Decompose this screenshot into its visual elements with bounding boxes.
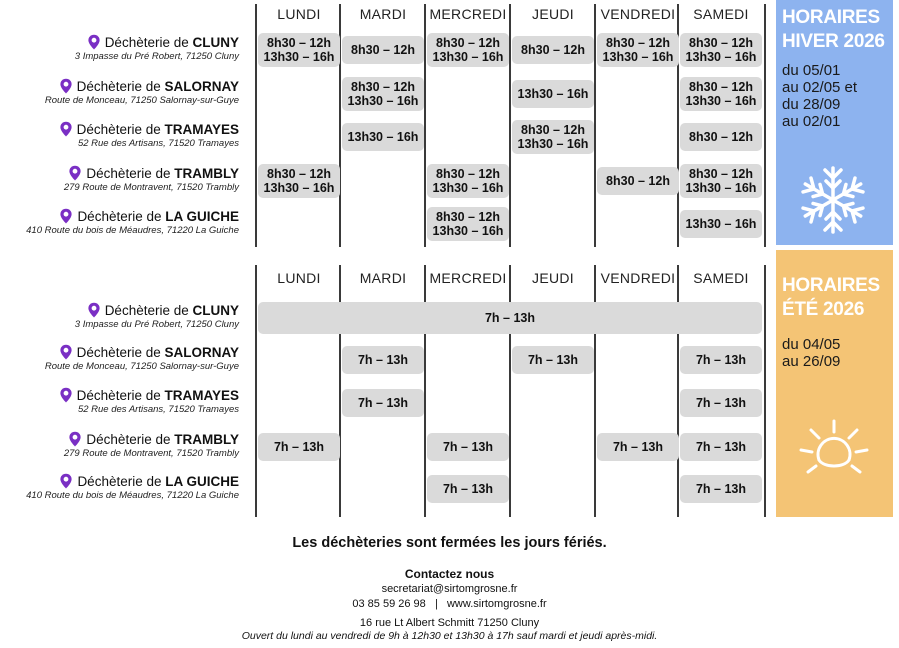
summer-hours-cell — [342, 389, 424, 417]
location-address: 279 Route de Montravent, 71520 Trambly — [63, 448, 239, 459]
winter-hours-cell — [342, 123, 424, 151]
summer-location-salornay — [45, 344, 239, 372]
hours-range: 7h – 13h — [357, 353, 409, 367]
summer-header-lundi: LUNDI — [277, 270, 321, 286]
closed-notice: Les déchèteries sont fermées les jours fériés. — [292, 535, 607, 551]
grid-line — [255, 4, 257, 247]
hours-range: 8h30 – 12h — [351, 43, 415, 57]
hours-range: 8h30 – 12h — [351, 80, 415, 94]
contact-phone[interactable]: 03 85 59 26 98 — [352, 598, 426, 610]
winter-header-mardi: MARDI — [359, 6, 407, 22]
winter-header-vendredi: VENDREDI — [600, 6, 676, 22]
summer-hours-cell — [680, 346, 762, 374]
winter-hours-cell — [680, 77, 762, 111]
location-address: 279 Route de Montravent, 71520 Trambly — [63, 182, 239, 193]
contact-title: Contactez nous — [404, 567, 495, 581]
hours-range: 8h30 – 12h — [521, 43, 585, 57]
hours-range: 8h30 – 12h — [436, 210, 500, 224]
winter-title-line1: HORAIRES — [782, 7, 880, 28]
hours-range: 8h30 – 12h — [521, 123, 585, 137]
location-address: 3 Impasse du Pré Robert, 71250 Cluny — [74, 51, 239, 62]
winter-panel — [776, 0, 893, 245]
winter-header-mercredi: MERCREDI — [429, 6, 507, 22]
grid-line — [764, 4, 766, 247]
hours-range: 13h30 – 16h — [602, 50, 674, 64]
location-address: Route de Monceau, 71250 Salornay-sur-Guye — [44, 95, 239, 106]
summer-header-jeudi: JEUDI — [532, 270, 574, 286]
summer-hours-cell — [427, 433, 509, 461]
location-label: Déchèterie de SALORNAY — [76, 78, 239, 94]
winter-hours-cell — [512, 80, 594, 108]
winter-location-salornay — [45, 78, 239, 106]
winter-date-2: au 02/05 et — [782, 79, 858, 96]
hours-range: 13h30 – 16h — [685, 217, 757, 231]
summer-title-line1: HORAIRES — [782, 275, 880, 296]
location-pin-icon — [87, 34, 101, 50]
summer-date-1: du 04/05 — [782, 336, 841, 353]
location-pin-icon — [59, 78, 73, 94]
location-address: 410 Route du bois de Méaudres, 71220 La Guiche — [26, 490, 239, 501]
hours-range: 8h30 – 12h — [689, 167, 753, 181]
summer-title-line2: ÉTÉ 2026 — [782, 299, 865, 320]
summer-location-trambly — [64, 431, 239, 459]
hours-range: 13h30 – 16h — [432, 224, 504, 238]
summer-hours-cell — [512, 346, 594, 374]
winter-hours-cell — [597, 167, 679, 195]
location-address: 410 Route du bois de Méaudres, 71220 La Guiche — [26, 225, 239, 236]
location-label: Déchèterie de CLUNY — [104, 34, 239, 50]
hours-range: 7h – 13h — [442, 440, 494, 454]
winter-location-cluny — [75, 34, 239, 62]
summer-header-vendredi: VENDREDI — [600, 270, 676, 286]
winter-title-line2: HIVER 2026 — [782, 31, 885, 52]
hours-range: 8h30 – 12h — [689, 80, 753, 94]
winter-location-la-guiche — [26, 208, 239, 236]
hours-range: 8h30 – 12h — [689, 36, 753, 50]
hours-range: 7h – 13h — [695, 482, 747, 496]
hours-range: 13h30 – 16h — [347, 94, 419, 108]
location-address: Route de Monceau, 71250 Salornay-sur-Guye — [44, 361, 239, 372]
hours-range: 13h30 – 16h — [517, 87, 589, 101]
hours-range: 13h30 – 16h — [263, 181, 335, 195]
location-pin-icon — [59, 121, 73, 137]
location-label: Déchèterie de LA GUICHE — [77, 473, 239, 489]
summer-location-cluny — [75, 302, 239, 330]
summer-header-mercredi: MERCREDI — [429, 270, 507, 286]
location-label: Déchèterie de TRAMBLY — [86, 431, 239, 447]
contact-email[interactable]: secretariat@sirtomgrosne.fr — [381, 583, 518, 595]
summer-hours-cell — [258, 433, 340, 461]
summer-location-la-guiche — [26, 473, 239, 501]
winter-hours-cell — [342, 36, 424, 64]
location-label: Déchèterie de CLUNY — [104, 302, 239, 318]
location-label: Déchèterie de SALORNAY — [76, 344, 239, 360]
winter-hours-cell — [258, 164, 340, 198]
sun-icon — [798, 418, 870, 490]
winter-header-lundi: LUNDI — [277, 6, 321, 22]
hours-range: 7h – 13h — [273, 440, 325, 454]
hours-range: 8h30 – 12h — [606, 174, 670, 188]
location-pin-icon — [68, 165, 82, 181]
summer-hours-cell — [680, 475, 762, 503]
grid-line — [424, 4, 426, 247]
location-address: 3 Impasse du Pré Robert, 71250 Cluny — [74, 319, 239, 330]
summer-date-2: au 26/09 — [782, 353, 841, 370]
hours-range: 13h30 – 16h — [517, 137, 589, 151]
location-label: Déchèterie de LA GUICHE — [77, 208, 239, 224]
summer-header-samedi: SAMEDI — [693, 270, 749, 286]
summer-hours-cell — [427, 475, 509, 503]
summer-cluny-all-days-cell: 7h – 13h — [258, 302, 762, 334]
hours-range: 8h30 – 12h — [436, 36, 500, 50]
summer-header-mardi: MARDI — [359, 270, 407, 286]
winter-hours-cell — [680, 210, 762, 238]
hours-range: 7h – 13h — [695, 353, 747, 367]
winter-hours-cell — [512, 120, 594, 154]
hours-range: 13h30 – 16h — [685, 181, 757, 195]
winter-hours-cell — [680, 164, 762, 198]
winter-date-3: du 28/09 — [782, 96, 841, 113]
grid-line — [764, 265, 766, 517]
grid-line — [594, 4, 596, 247]
location-pin-icon — [68, 431, 82, 447]
hours-range: 13h30 – 16h — [685, 50, 757, 64]
summer-hours-cell — [342, 346, 424, 374]
location-pin-icon — [59, 387, 73, 403]
hours-range: 7h – 13h — [695, 396, 747, 410]
winter-date-1: du 05/01 — [782, 62, 841, 79]
hours-range: 7h – 13h — [695, 440, 747, 454]
winter-hours-cell — [512, 36, 594, 64]
summer-hours-cell — [680, 389, 762, 417]
winter-hours-cell — [427, 164, 509, 198]
location-pin-icon — [59, 473, 73, 489]
snowflake-icon — [798, 162, 868, 238]
contact-website[interactable]: www.sirtomgrosne.fr — [446, 598, 547, 610]
location-pin-icon — [59, 344, 73, 360]
hours-range: 13h30 – 16h — [685, 94, 757, 108]
winter-hours-cell — [680, 123, 762, 151]
contact-separator: | — [434, 598, 438, 610]
winter-location-tramayes — [59, 121, 239, 149]
location-label: Déchèterie de TRAMAYES — [76, 387, 239, 403]
hours-range: 13h30 – 16h — [432, 181, 504, 195]
grid-line — [255, 265, 257, 517]
winter-header-jeudi: JEUDI — [532, 6, 574, 22]
hours-range: 13h30 – 16h — [263, 50, 335, 64]
summer-hours-cell — [680, 433, 762, 461]
winter-location-trambly — [64, 165, 239, 193]
hours-range: 13h30 – 16h — [347, 130, 419, 144]
summer-hours-cell — [597, 433, 679, 461]
winter-hours-cell — [597, 33, 679, 67]
location-label: Déchèterie de TRAMAYES — [76, 121, 239, 137]
hours-range: 7h – 13h — [442, 482, 494, 496]
grid-line — [509, 4, 511, 247]
opening-hours: Ouvert du lundi au vendredi de 9h à 12h30 et 13h30 à 17h sauf mardi et jeudi après-midi. — [241, 630, 658, 642]
location-pin-icon — [59, 208, 73, 224]
location-label: Déchèterie de TRAMBLY — [86, 165, 239, 181]
hours-range: 8h30 – 12h — [689, 130, 753, 144]
winter-hours-cell — [427, 207, 509, 241]
winter-hours-cell — [258, 33, 340, 67]
winter-hours-cell — [680, 33, 762, 67]
hours-range: 8h30 – 12h — [267, 167, 331, 181]
hours-range: 8h30 – 12h — [606, 36, 670, 50]
hours-range: 7h – 13h — [527, 353, 579, 367]
location-address: 52 Rue des Artisans, 71520 Tramayes — [77, 404, 239, 415]
hours-range: 8h30 – 12h — [267, 36, 331, 50]
winter-hours-cell — [427, 33, 509, 67]
location-pin-icon — [87, 302, 101, 318]
contact-address: 16 rue Lt Albert Schmitt 71250 Cluny — [359, 617, 540, 629]
summer-panel — [776, 250, 893, 517]
location-address: 52 Rue des Artisans, 71520 Tramayes — [77, 138, 239, 149]
hours-range: 7h – 13h — [357, 396, 409, 410]
winter-hours-cell — [342, 77, 424, 111]
hours-range: 8h30 – 12h — [436, 167, 500, 181]
hours-range: 7h – 13h — [612, 440, 664, 454]
winter-date-4: au 02/01 — [782, 113, 841, 130]
hours-range: 13h30 – 16h — [432, 50, 504, 64]
winter-header-samedi: SAMEDI — [693, 6, 749, 22]
summer-location-tramayes — [59, 387, 239, 415]
